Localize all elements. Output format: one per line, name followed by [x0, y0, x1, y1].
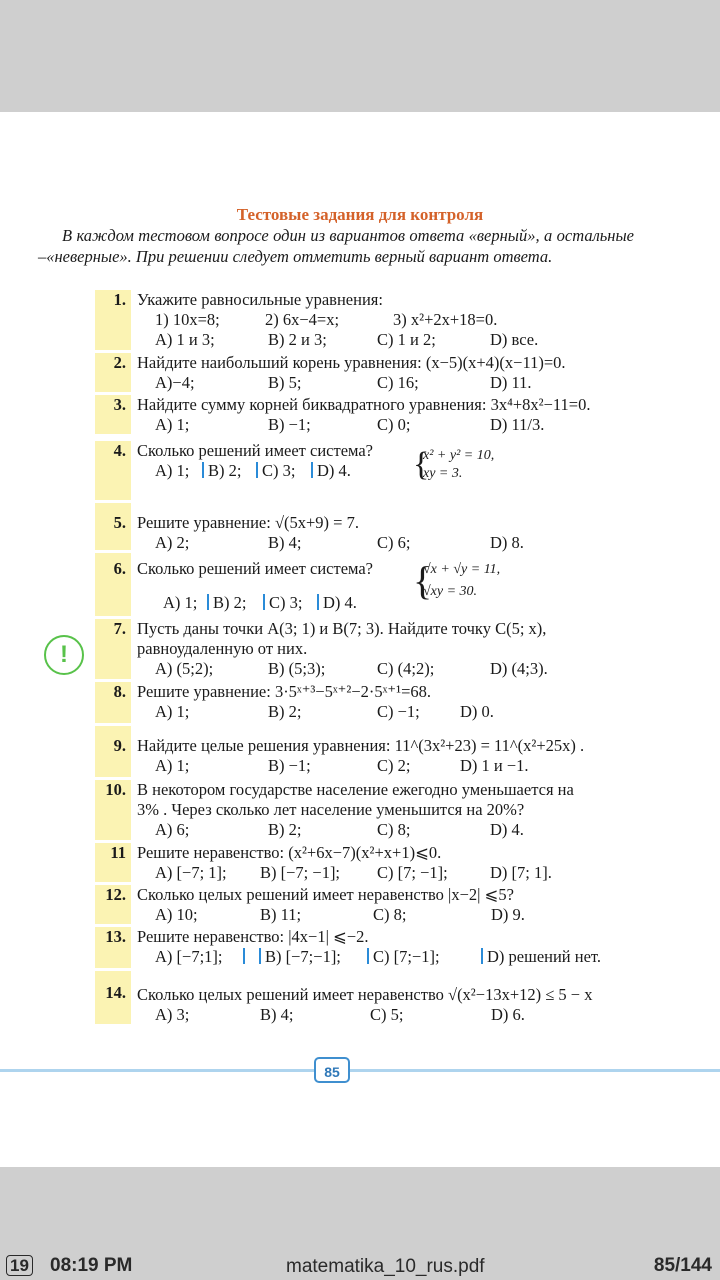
option-c[interactable]: C) 0;: [377, 415, 411, 434]
option-d[interactable]: D) 8.: [490, 533, 524, 552]
question-text: Решите неравенство: (x²+6x−7)(x²+x+1)⩽0.: [137, 843, 442, 862]
question-text: Решите неравенство: |4x−1| ⩽−2.: [137, 927, 369, 946]
intro-text: В каждом тестовом вопросе один из вариантов ответа «верный», а остальные –«неверные». При решении следует отметить верный вариант ответа.: [38, 226, 634, 266]
option-d[interactable]: D) решений нет.: [487, 947, 602, 966]
equation-system: { √x + √y = 11, √xy = 30.: [413, 558, 501, 603]
question-13: [95, 927, 655, 971]
question-6: [95, 553, 655, 619]
question-text: Сколько целых решений имеет неравенство |x−2| ⩽5?: [137, 885, 514, 904]
option-b[interactable]: B) 2;: [268, 820, 302, 839]
option-d[interactable]: D) 11/3.: [490, 415, 545, 434]
option-b[interactable]: B) 11;: [260, 905, 302, 924]
pdf-page[interactable]: [0, 112, 720, 1167]
question-text: Решите уравнение: √(5x+9) = 7.: [137, 513, 359, 532]
question-text: Решите уравнение: 3·5ˣ⁺³−5ˣ⁺²−2·5ˣ⁺¹=68.: [137, 682, 431, 701]
clock: 08:19 PM: [50, 1255, 133, 1276]
question-number: 4.: [95, 441, 131, 500]
question-number: 8.: [95, 682, 131, 723]
option-b[interactable]: B) (5;3);: [268, 659, 326, 678]
question-text: Найдите целые решения уравнения: 11^(3x²+23) = 11^(x²+25x) .: [137, 736, 585, 755]
option-c[interactable]: C) 8;: [377, 820, 411, 839]
option-c[interactable]: C) 3;: [262, 461, 296, 480]
question-3: [95, 395, 655, 437]
option-a[interactable]: A) [−7;1];: [155, 947, 223, 966]
option-c[interactable]: C) 6;: [377, 533, 411, 552]
question-text: Найдите наибольший корень уравнения: (x−5)(x+4)(x−11)=0.: [137, 353, 566, 372]
option-c[interactable]: C) 8;: [373, 905, 407, 924]
option-b[interactable]: B) 2;: [268, 702, 302, 721]
option-d[interactable]: D) (4;3).: [490, 659, 548, 678]
question-list: [95, 290, 655, 1027]
option-b[interactable]: B) [−7; −1];: [260, 863, 341, 882]
question-text: Укажите равносильные уравнения:: [137, 290, 383, 309]
option-a[interactable]: A) 1;: [155, 461, 190, 480]
page-divider: [0, 1069, 720, 1072]
sub-item: 3) x²+2x+18=0.: [393, 310, 498, 329]
sub-item: 1) 10x=8;: [155, 310, 220, 329]
question-number: 6.: [95, 553, 131, 616]
page-number-badge: 85: [314, 1057, 350, 1083]
option-d[interactable]: D) 0.: [460, 702, 494, 721]
option-b[interactable]: B) 4;: [260, 1005, 294, 1024]
option-c[interactable]: C) 1 и 2;: [377, 330, 436, 349]
option-b[interactable]: B) 2;: [208, 461, 242, 480]
question-number: 10.: [95, 780, 131, 840]
status-bar: [0, 1240, 720, 1280]
option-a[interactable]: A) 1 и 3;: [155, 330, 215, 349]
question-number: 2.: [95, 353, 131, 392]
option-a[interactable]: A) [−7; 1];: [155, 863, 227, 882]
question-11: [95, 843, 655, 885]
option-d[interactable]: D) 4.: [490, 820, 524, 839]
notification-counter: 19: [6, 1255, 33, 1276]
sub-item: 2) 6x−4=x;: [265, 310, 340, 329]
option-b[interactable]: B) 2;: [213, 593, 247, 612]
question-number: 7.: [95, 619, 131, 679]
question-number: 14.: [95, 971, 131, 1024]
top-bar: [0, 0, 720, 112]
question-5: [95, 503, 655, 553]
option-d[interactable]: D) 6.: [491, 1005, 525, 1024]
question-text: В некотором государстве население ежегодно уменьшается на: [137, 780, 574, 799]
page-indicator[interactable]: 85/144: [653, 1255, 712, 1276]
question-number: 13.: [95, 927, 131, 968]
option-c[interactable]: C) (4;2);: [377, 659, 435, 678]
question-1: [95, 290, 655, 353]
equation-system: { x² + y² = 10, xy = 3.: [413, 446, 495, 483]
option-b[interactable]: B) 2 и 3;: [268, 330, 327, 349]
exclamation-circle-icon[interactable]: !: [44, 635, 84, 675]
question-text: Найдите сумму корней биквадратного уравнения: 3x⁴+8x²−11=0.: [137, 395, 591, 414]
question-12: [95, 885, 655, 927]
question-number: 1.: [95, 290, 131, 350]
option-b[interactable]: B) −1;: [268, 756, 311, 775]
option-d[interactable]: D) 11.: [490, 373, 532, 392]
option-a[interactable]: A) 6;: [155, 820, 190, 839]
question-text: 3% . Через сколько лет население уменьшится на 20%?: [137, 800, 525, 819]
option-c[interactable]: C) 5;: [370, 1005, 404, 1024]
option-b[interactable]: B) [−7;−1];: [265, 947, 341, 966]
option-a[interactable]: A) (5;2);: [155, 659, 214, 678]
option-b[interactable]: B) 4;: [268, 533, 302, 552]
option-c[interactable]: C) 16;: [377, 373, 419, 392]
question-number: 11: [95, 843, 131, 882]
option-b[interactable]: B) −1;: [268, 415, 311, 434]
question-8: [95, 682, 655, 726]
option-d[interactable]: D) 4.: [317, 461, 351, 480]
question-text: Сколько решений имеет система?: [137, 559, 373, 578]
option-c[interactable]: C) −1;: [377, 702, 420, 721]
option-a[interactable]: A) 3;: [155, 1005, 190, 1024]
option-a[interactable]: A) 1;: [155, 702, 190, 721]
question-number: 12.: [95, 885, 131, 924]
file-name: matematika_10_rus.pdf: [286, 1256, 485, 1277]
page-title: Тестовые задания для контроля: [236, 205, 484, 224]
question-number: 5.: [95, 503, 131, 550]
question-text: равноудаленную от них.: [137, 639, 308, 658]
question-text: Сколько целых решений имеет неравенство √(x²−13x+12) ≤ 5 − x: [137, 985, 593, 1004]
option-a[interactable]: A) 1;: [155, 756, 190, 775]
question-number: 9.: [95, 726, 131, 777]
option-a[interactable]: A) 1;: [163, 593, 198, 612]
option-d[interactable]: D) все.: [490, 330, 539, 349]
question-text: Сколько решений имеет система?: [137, 441, 373, 460]
question-10: [95, 780, 655, 843]
question-7: [95, 619, 655, 682]
option-c[interactable]: C) [7; −1];: [377, 863, 448, 882]
option-a[interactable]: A) 2;: [155, 533, 190, 552]
option-d[interactable]: D) 1 и −1.: [460, 756, 529, 775]
option-a[interactable]: A)−4;: [155, 373, 195, 392]
option-d[interactable]: D) 9.: [491, 905, 525, 924]
option-d[interactable]: D) 4.: [323, 593, 357, 612]
option-b[interactable]: B) 5;: [268, 373, 302, 392]
question-14: [95, 971, 655, 1027]
question-text: Пусть даны точки A(3; 1) и B(7; 3). Найдите точку C(5; x),: [137, 619, 547, 638]
question-2: [95, 353, 655, 395]
option-c[interactable]: C) 3;: [269, 593, 303, 612]
question-9: [95, 726, 655, 780]
option-a[interactable]: A) 1;: [155, 415, 190, 434]
option-d[interactable]: D) [7; 1].: [490, 863, 552, 882]
question-number: 3.: [95, 395, 131, 434]
option-a[interactable]: A) 10;: [155, 905, 198, 924]
option-c[interactable]: C) 2;: [377, 756, 411, 775]
option-c[interactable]: C) [7;−1];: [373, 947, 440, 966]
question-4: [95, 441, 655, 503]
